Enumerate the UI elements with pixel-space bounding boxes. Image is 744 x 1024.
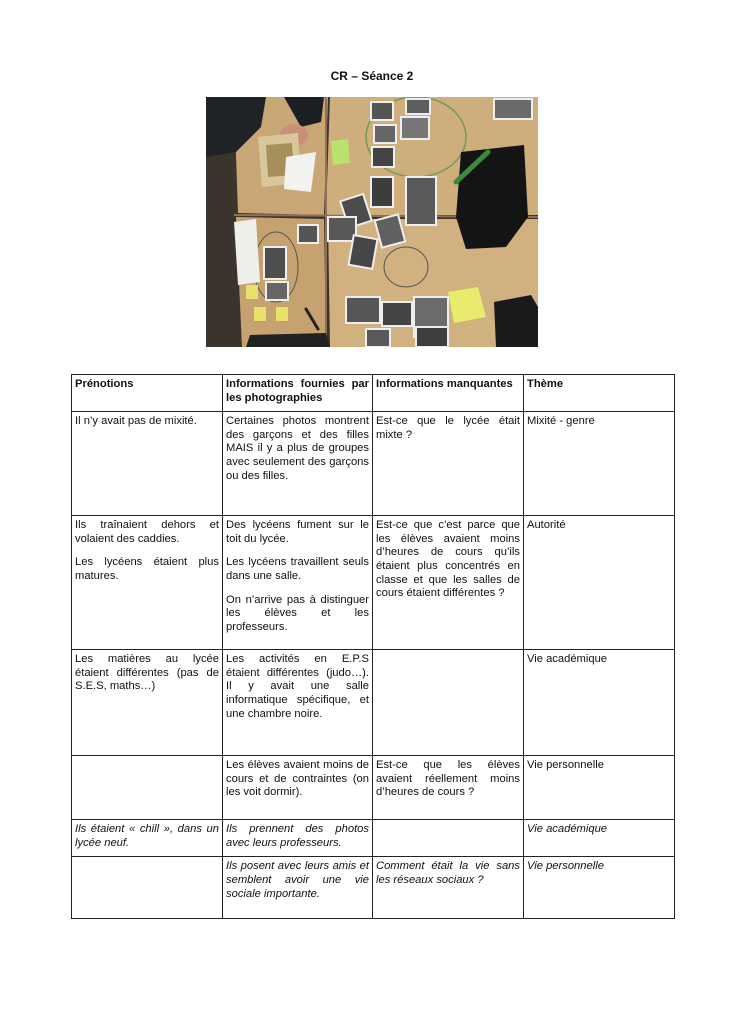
header-informations-manquantes: Informations manquantes [373, 375, 524, 412]
cell-paragraph: Est-ce que le lycée était mixte ? [376, 415, 520, 441]
cell-informations-manquantes [373, 857, 524, 919]
cell-prenotions [72, 650, 223, 756]
cell-informations-fournies [223, 650, 373, 756]
cell-theme [524, 516, 675, 650]
cell-paragraph: Ils prennent des photos avec leurs professeurs. [226, 823, 369, 849]
cell-informations-manquantes [373, 756, 524, 820]
table-row [72, 650, 675, 756]
cell-prenotions [72, 820, 223, 857]
cell-paragraph: Ils étaient « chill », dans un lycée neuf. [75, 823, 219, 849]
cell-prenotions [72, 516, 223, 650]
header-prenotions: Prénotions [72, 375, 223, 412]
cell-paragraph: Vie académique [527, 823, 608, 836]
table-header-row [72, 375, 675, 412]
cell-paragraph: Des lycéens fument sur le toit du lycée. [226, 519, 369, 545]
table-row [72, 820, 675, 857]
table-row [72, 412, 675, 516]
cell-prenotions [72, 412, 223, 516]
classroom-photo [206, 97, 538, 347]
cell-informations-fournies [223, 516, 373, 650]
document-title: CR – Séance 2 [330, 69, 414, 83]
table-row [72, 756, 675, 820]
table-row [72, 516, 675, 650]
cell-paragraph: Les matières au lycée étaient différentes (pas de S.E.S, maths…) [75, 653, 219, 693]
cell-informations-manquantes [373, 650, 524, 756]
cell-theme [524, 650, 675, 756]
cell-paragraph: Autorité [527, 519, 566, 532]
observations-table [71, 374, 675, 919]
cell-theme [524, 820, 675, 857]
cell-informations-fournies [223, 820, 373, 857]
header-theme: Thème [524, 375, 675, 412]
cell-informations-fournies [223, 756, 373, 820]
cell-paragraph: On n’arrive pas à distinguer les élèves et les professeurs. [226, 593, 369, 633]
cell-theme [524, 756, 675, 820]
table-row [72, 857, 675, 919]
cell-paragraph: Les activités en E.P.S étaient différentes (judo…). Il y avait une salle informatique spécifique, et une chambre noire. [226, 653, 369, 720]
cell-prenotions [72, 857, 223, 919]
cell-theme [524, 412, 675, 516]
cell-paragraph: Ils traînaient dehors et volaient des caddies. [75, 519, 219, 545]
cell-informations-fournies [223, 412, 373, 516]
cell-informations-manquantes [373, 516, 524, 650]
cell-informations-manquantes [373, 412, 524, 516]
cell-prenotions [72, 756, 223, 820]
table-body [72, 412, 675, 919]
cell-paragraph: Mixité - genre [527, 415, 595, 428]
cell-paragraph: Est-ce que les élèves avaient réellement moins d’heures de cours ? [376, 759, 520, 799]
cell-paragraph: Est-ce que c’est parce que les élèves avaient moins d’heures de cours qu’ils étaient plus concentrés en classe et que les salles de cours étaient différentes ? [376, 519, 520, 600]
cell-paragraph: Vie personnelle [527, 860, 604, 873]
cell-paragraph: Ils posent avec leurs amis et semblent avoir une vie sociale importante. [226, 860, 369, 900]
cell-paragraph: Il n’y avait pas de mixité. [75, 415, 197, 428]
cell-paragraph: Les élèves avaient moins de cours et de contraintes (on les voit dormir). [226, 759, 369, 799]
cell-theme [524, 857, 675, 919]
header-informations-fournies: Informations fournies par les photographies [223, 375, 373, 412]
cell-paragraph: Les lycéens travaillent seuls dans une salle. [226, 556, 369, 582]
cell-informations-manquantes [373, 820, 524, 857]
cell-paragraph: Vie personnelle [527, 759, 604, 772]
cell-paragraph: Les lycéens étaient plus matures. [75, 556, 219, 582]
cell-paragraph: Comment était la vie sans les réseaux sociaux ? [376, 860, 520, 886]
cell-informations-fournies [223, 857, 373, 919]
cell-paragraph: Certaines photos montrent des garçons et des filles MAIS il y a plus de groupes avec seulement des garçons ou des filles. [226, 415, 369, 482]
cell-paragraph: Vie académique [527, 653, 608, 666]
